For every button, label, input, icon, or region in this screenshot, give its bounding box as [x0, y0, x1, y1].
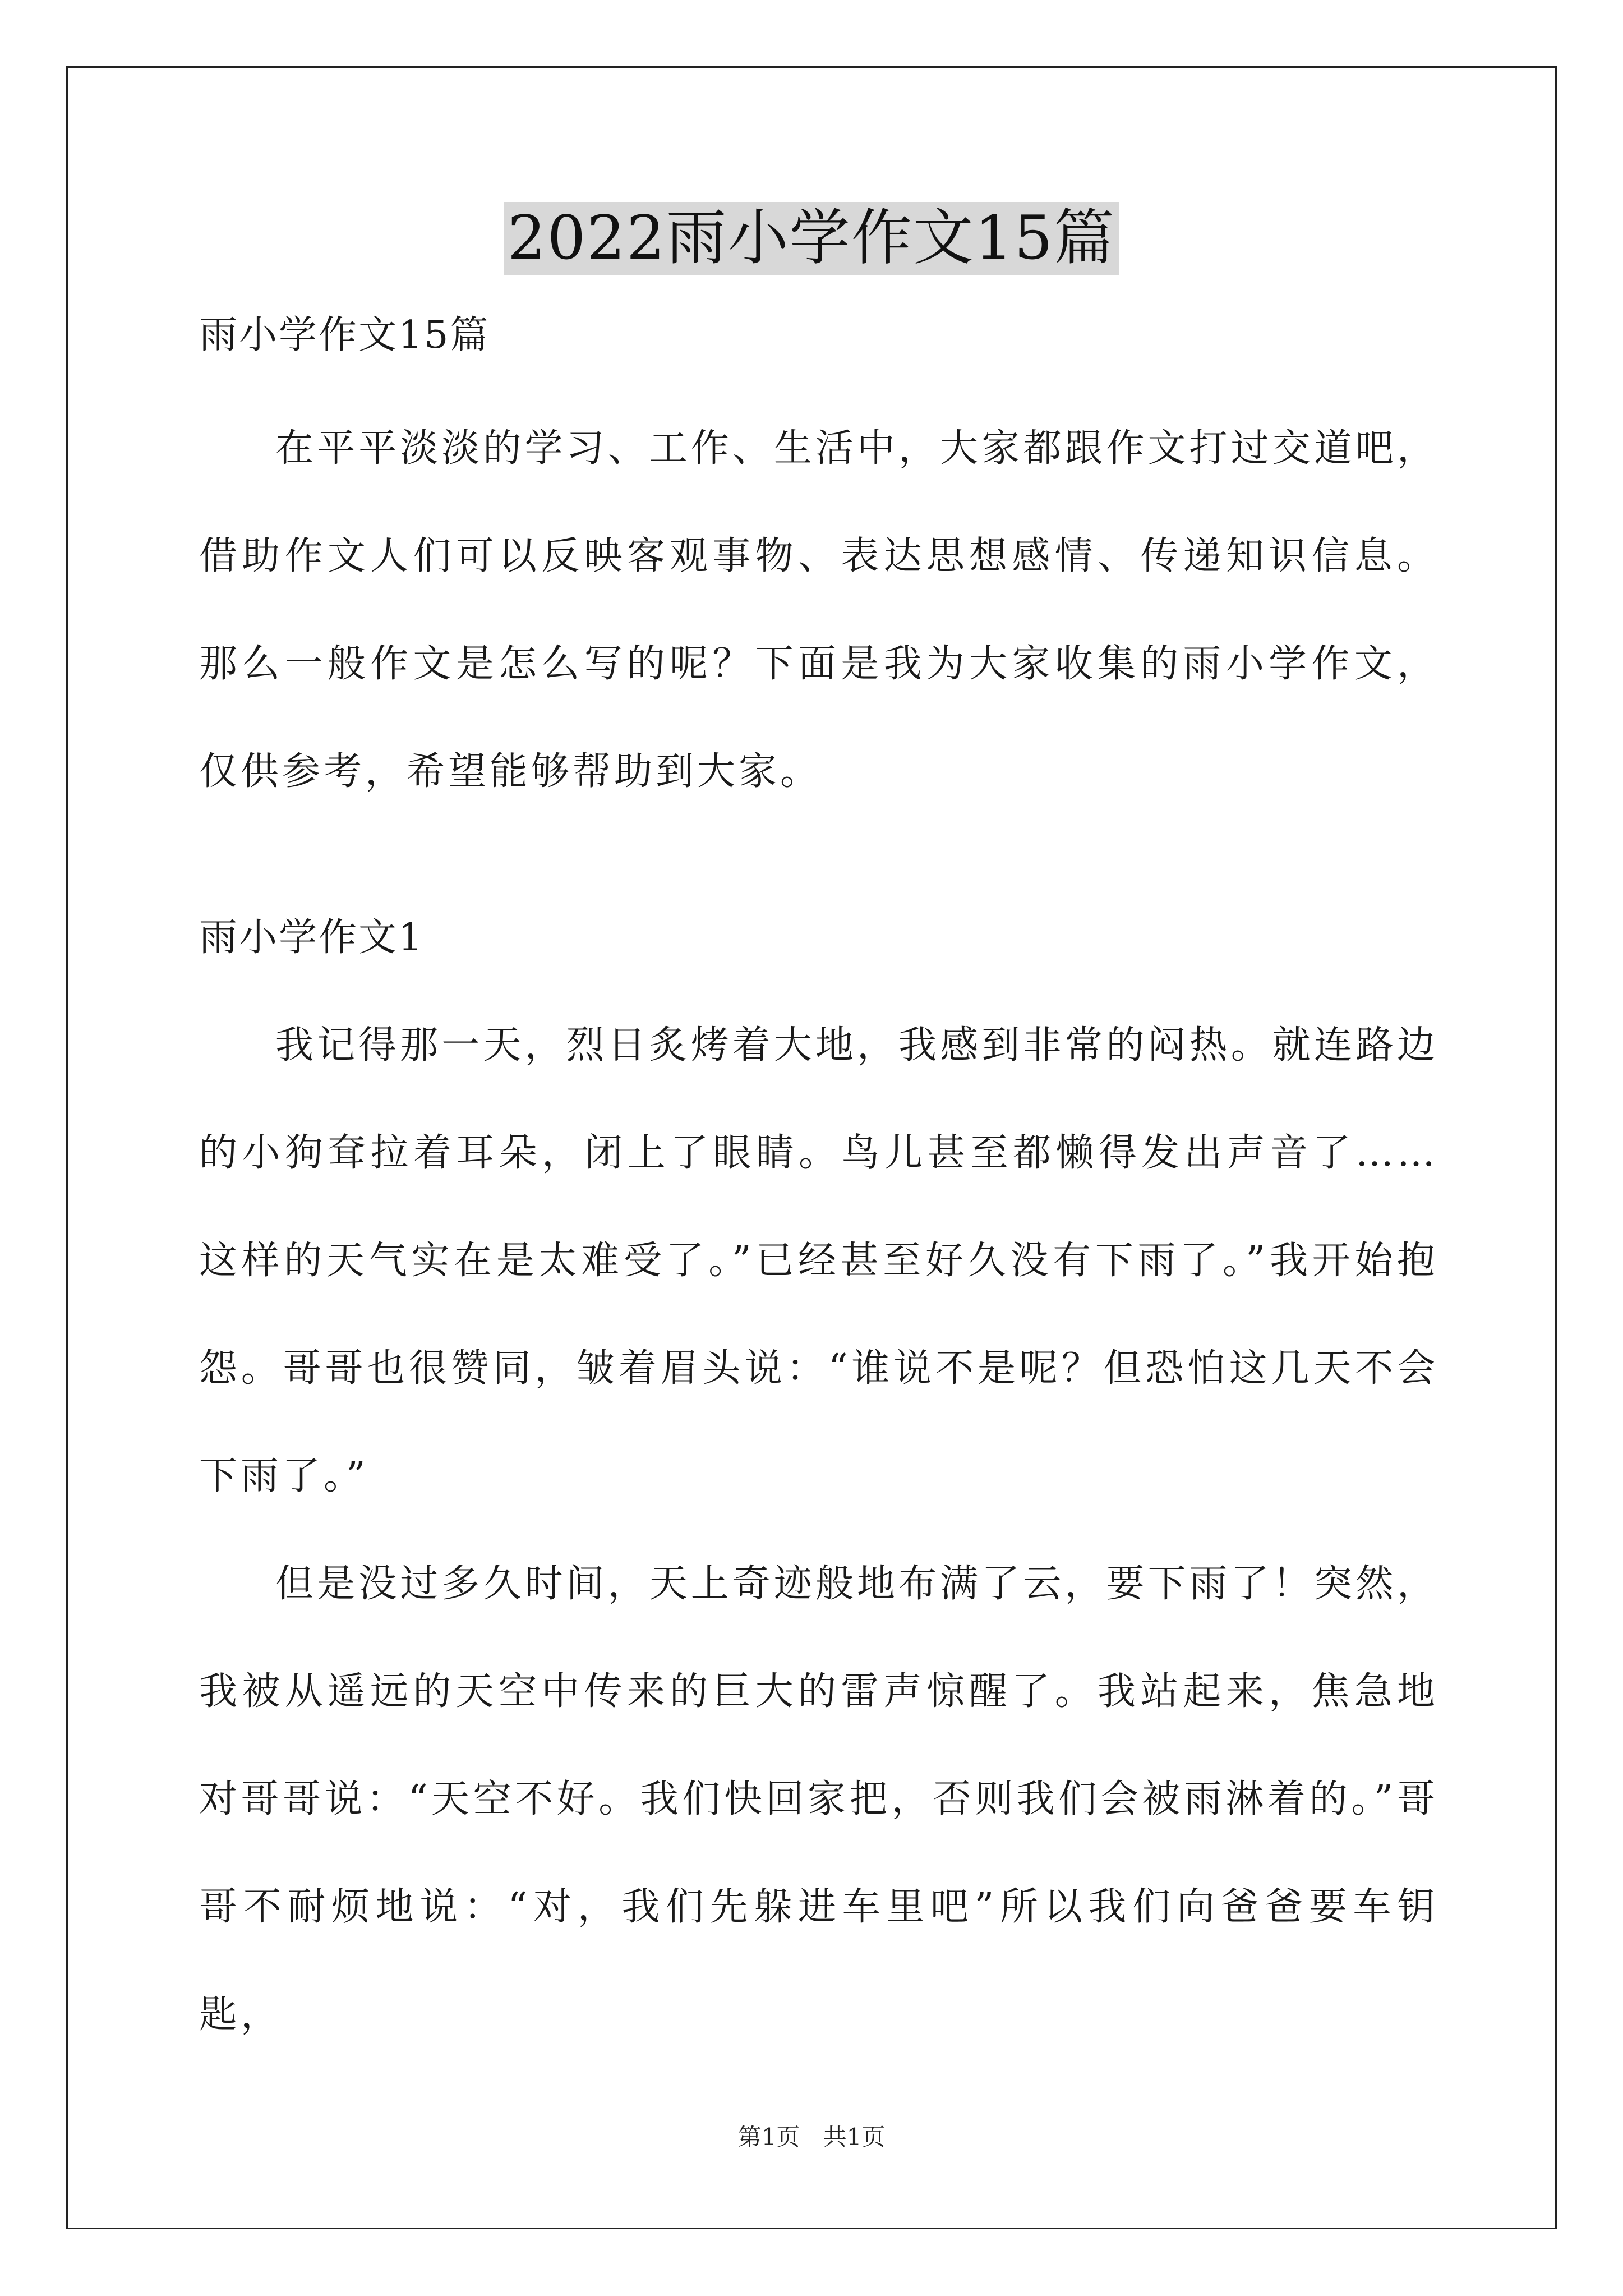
page-number: 第1页: [737, 2123, 800, 2151]
title-container: [0, 202, 1623, 275]
intro-paragraph: 在平平淡淡的学习、工作、生活中，大家都跟作文打过交道吧，借助作文人们可以反映客观事物、表达思想感情、传递知识信息。那么一般作文是怎么写的呢？下面是我为大家收集的雨小学作文，仅供参考，希望能够帮助到大家。: [199, 426, 1438, 794]
document-subtitle: 雨小学作文15篇: [199, 313, 490, 357]
document-body: [199, 307, 1438, 2069]
section-paragraph: 但是没过多久时间，天上奇迹般地布满了云，要下雨了！突然，我被从遥远的天空中传来的巨大的雷声惊醒了。我站起来，焦急地对哥哥说：“天空不好。我们快回家把，否则我们会被雨淋着的。”哥哥不耐烦地说：“对，我们先躲进车里吧”所以我们向爸爸要车钥匙，: [199, 1562, 1438, 2037]
document-title: 2022雨小学作文15篇: [504, 202, 1119, 275]
section-paragraph: 我记得那一天，烈日炙烤着大地，我感到非常的闷热。就连路边的小狗耷拉着耳朵，闭上了眼睛。鸟儿甚至都懒得发出声音了……这样的天气实在是太难受了。”已经甚至好久没有下雨了。”我开始抱怨。哥哥也很赞同，皱着眉头说：“谁说不是呢？但恐怕这几天不会下雨了。”: [199, 1023, 1438, 1498]
page-total: 共1页: [823, 2123, 886, 2151]
section-heading: 雨小学作文1: [199, 915, 425, 960]
page-footer: [0, 2120, 1623, 2154]
